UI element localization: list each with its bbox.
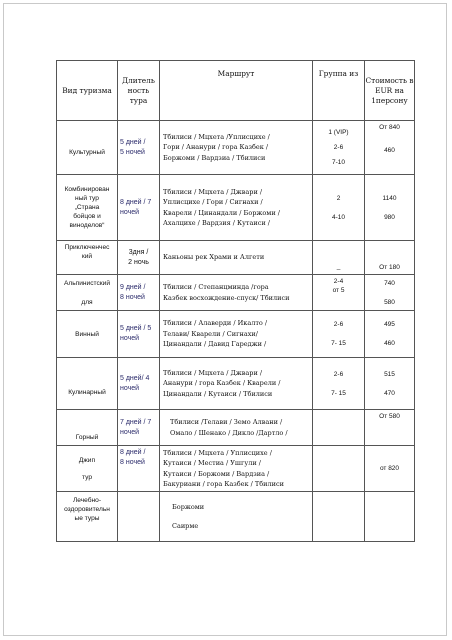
group-cell: [313, 311, 365, 358]
cost-cell: [365, 175, 415, 241]
route-cell: [160, 446, 313, 492]
group-line: 4-10: [331, 213, 345, 221]
group-line: 2-6: [333, 370, 344, 378]
route-line: Бакуриани / гора Казбек / Тбилиси: [163, 480, 284, 488]
table-row: [57, 492, 415, 542]
tour-type-cell: [57, 358, 118, 410]
header-type: Вид туризма: [57, 61, 118, 121]
group-cell: [313, 121, 365, 175]
tour-type-line: Комбинирован: [64, 186, 110, 193]
tour-type-cell: [57, 121, 118, 175]
tour-type-cell: [57, 175, 118, 241]
cost-line: 515: [384, 370, 395, 378]
cost-line: 460: [384, 147, 395, 154]
route-cell: [160, 121, 313, 175]
group-cell: [313, 492, 365, 542]
duration-cell: [118, 275, 160, 311]
duration-line: ночей: [120, 335, 140, 342]
duration-line: 5 дней / 5: [120, 325, 152, 332]
duration-line: 5 дней /: [120, 138, 146, 146]
tour-type-line: виноделов“: [69, 222, 105, 229]
group-line: 2-6: [333, 144, 344, 151]
tour-type-line: „Страна: [74, 204, 100, 211]
route-line: Тбилиси / Мцхета / Уплисцихе /: [163, 448, 272, 457]
route-line: Боржоми: [172, 503, 205, 511]
table-row: [57, 311, 415, 358]
route-line: Кутаиси / Местиа / Ушгули /: [163, 459, 261, 467]
table-row: [57, 241, 415, 275]
duration-cell: [118, 241, 160, 275]
cost-line: 470: [384, 389, 395, 397]
cost-line: 1140: [382, 194, 397, 202]
duration-cell: [118, 492, 160, 542]
route-line: Ананури / гора Казбек / Кварели /: [163, 379, 281, 388]
duration-line: 5 дней/ 4: [120, 374, 150, 382]
header-route: Маршрут: [160, 61, 313, 121]
tour-type-line: ный тур: [75, 195, 99, 202]
group-cell: [313, 446, 365, 492]
duration-cell: [118, 446, 160, 492]
cost-line: От 840: [379, 124, 400, 131]
group-cell: [313, 358, 365, 410]
cost-line: 580: [384, 298, 395, 306]
cost-cell: [365, 358, 415, 410]
header-cost: Стоимость в EUR на 1персону: [365, 61, 415, 121]
route-line: Тбилиси / Степанцминда /гора: [163, 283, 269, 291]
route-line: Кутаиси / Боржоми / Вардзиа /: [163, 469, 270, 478]
duration-line: 8 ночей: [120, 293, 145, 301]
route-line: Тбилиси / Мцхета /Уплисцихе /: [163, 132, 270, 141]
duration-cell: [118, 410, 160, 446]
tour-type-cell: [57, 241, 118, 275]
tour-type-cell: [57, 311, 118, 358]
duration-line: 8 дней / 7: [120, 198, 152, 206]
cost-cell: [365, 446, 415, 492]
group-line: 2: [336, 194, 341, 202]
route-cell: [160, 275, 313, 311]
route-line: Тбилиси / Мцхета / Джвари /: [163, 368, 263, 377]
cost-line: 740: [384, 279, 395, 287]
tour-type-cell: [57, 410, 118, 446]
route-line: Цинандали / Давид Гареджи /: [163, 340, 267, 349]
route-cell: [160, 492, 313, 542]
group-cell: [313, 175, 365, 241]
group-line: _: [336, 263, 341, 270]
tour-type-cell: [57, 275, 118, 311]
route-line: Каньоны рек Храми и Алгети: [163, 253, 265, 262]
route-line: Ахалцихе / Вардзия / Кутаиси /: [163, 219, 270, 227]
duration-line: 2 ночь: [128, 258, 149, 266]
route-line: Боржоми / Вардзиа / Тбилиси: [163, 153, 266, 162]
group-line: 2-4: [333, 278, 344, 285]
route-cell: [160, 410, 313, 446]
header-duration: Длитель ность тура: [118, 61, 160, 121]
duration-cell: [118, 358, 160, 410]
duration-line: 7 дней / 7: [120, 418, 152, 426]
duration-line: ночей: [120, 384, 140, 392]
route-line: Цинандали / Кутаиси / Тбилиси: [163, 389, 273, 398]
table-row: [57, 410, 415, 446]
route-line: Телави/ Кварели / Сигнахи/: [163, 329, 258, 338]
duration-line: ночей: [120, 428, 140, 436]
route-cell: [160, 358, 313, 410]
tour-type-label: Горный: [75, 434, 99, 441]
group-cell: [313, 241, 365, 275]
duration-line: 9 дней /: [120, 283, 146, 291]
table-row: [57, 121, 415, 175]
tour-type-line: ые туры: [74, 515, 100, 522]
header-group: Группа из: [313, 61, 365, 121]
tour-type-line: Джип: [78, 456, 96, 464]
tour-type-cell: [57, 492, 118, 542]
tour-type-label: Кулинарный: [68, 389, 106, 396]
duration-cell: [118, 175, 160, 241]
duration-cell: [118, 121, 160, 175]
tour-type-line: для: [81, 298, 93, 306]
cost-line: От 580: [379, 413, 400, 420]
tour-type-line: оздоровительн: [64, 506, 110, 513]
route-line: Уплисцихе / Гори / Сигнахи /: [163, 198, 263, 206]
tours-table: [56, 60, 415, 542]
tour-type-line: Альпинистский: [63, 279, 111, 287]
route-line: Казбек восхождение-спуск/ Тбилиси: [163, 293, 290, 302]
route-line: Тбилиси / Алаверди / Икалто /: [163, 319, 268, 328]
cost-line: от 820: [379, 465, 400, 472]
tour-type-line: Приключенчес: [64, 244, 110, 251]
table-row: [57, 358, 415, 410]
table-row: [57, 175, 415, 241]
table-row: [57, 446, 415, 492]
route-line: Кварели / Цинандали / Боржоми /: [163, 208, 280, 217]
duration-line: 8 дней /: [120, 449, 146, 456]
group-line: 2-6: [333, 321, 344, 328]
tour-type-line: тур: [82, 473, 92, 481]
duration-line: 3дня /: [128, 248, 149, 256]
route-cell: [160, 175, 313, 241]
cost-cell: [365, 410, 415, 446]
duration-cell: [118, 311, 160, 358]
group-line: 7-10: [331, 159, 345, 166]
group-cell: [313, 275, 365, 311]
tour-type-line: бойцов и: [73, 213, 101, 220]
route-line: Гори / Ананури / гора Казбек /: [163, 143, 269, 152]
route-line: Омало / Шенако / Дикло /Дартло /: [170, 428, 288, 437]
tour-type-label: Винный: [75, 330, 99, 338]
tour-type-label: Культурный: [69, 149, 105, 156]
group-line: 7- 15: [331, 340, 346, 347]
tour-type-line: кий: [81, 253, 93, 260]
cost-line: 980: [384, 213, 395, 221]
group-line: 7- 15: [331, 389, 346, 397]
cost-line: От 180: [379, 264, 400, 271]
route-cell: [160, 241, 313, 275]
route-line: Тбилиси /Телави / Земо Алвани /: [170, 418, 283, 426]
tour-type-line: Лечебно-: [72, 497, 102, 504]
cost-cell: [365, 121, 415, 175]
route-cell: [160, 311, 313, 358]
cost-line: 460: [384, 340, 395, 347]
group-cell: [313, 410, 365, 446]
tour-type-cell: [57, 446, 118, 492]
cost-cell: [365, 492, 415, 542]
cost-cell: [365, 311, 415, 358]
duration-line: 8 ночей: [120, 459, 145, 466]
duration-line: 5 ночей: [120, 148, 145, 156]
group-line: от 5: [332, 287, 345, 294]
route-line: Саирме: [172, 521, 199, 530]
group-line: 1 (VIP): [328, 129, 349, 136]
table-header-row: [57, 61, 415, 121]
route-line: Тбилиси / Мцхета / Джвари /: [163, 187, 263, 196]
cost-line: 495: [384, 321, 395, 328]
duration-line: ночей: [120, 208, 140, 216]
table-row: [57, 275, 415, 311]
cost-cell: [365, 241, 415, 275]
cost-cell: [365, 275, 415, 311]
